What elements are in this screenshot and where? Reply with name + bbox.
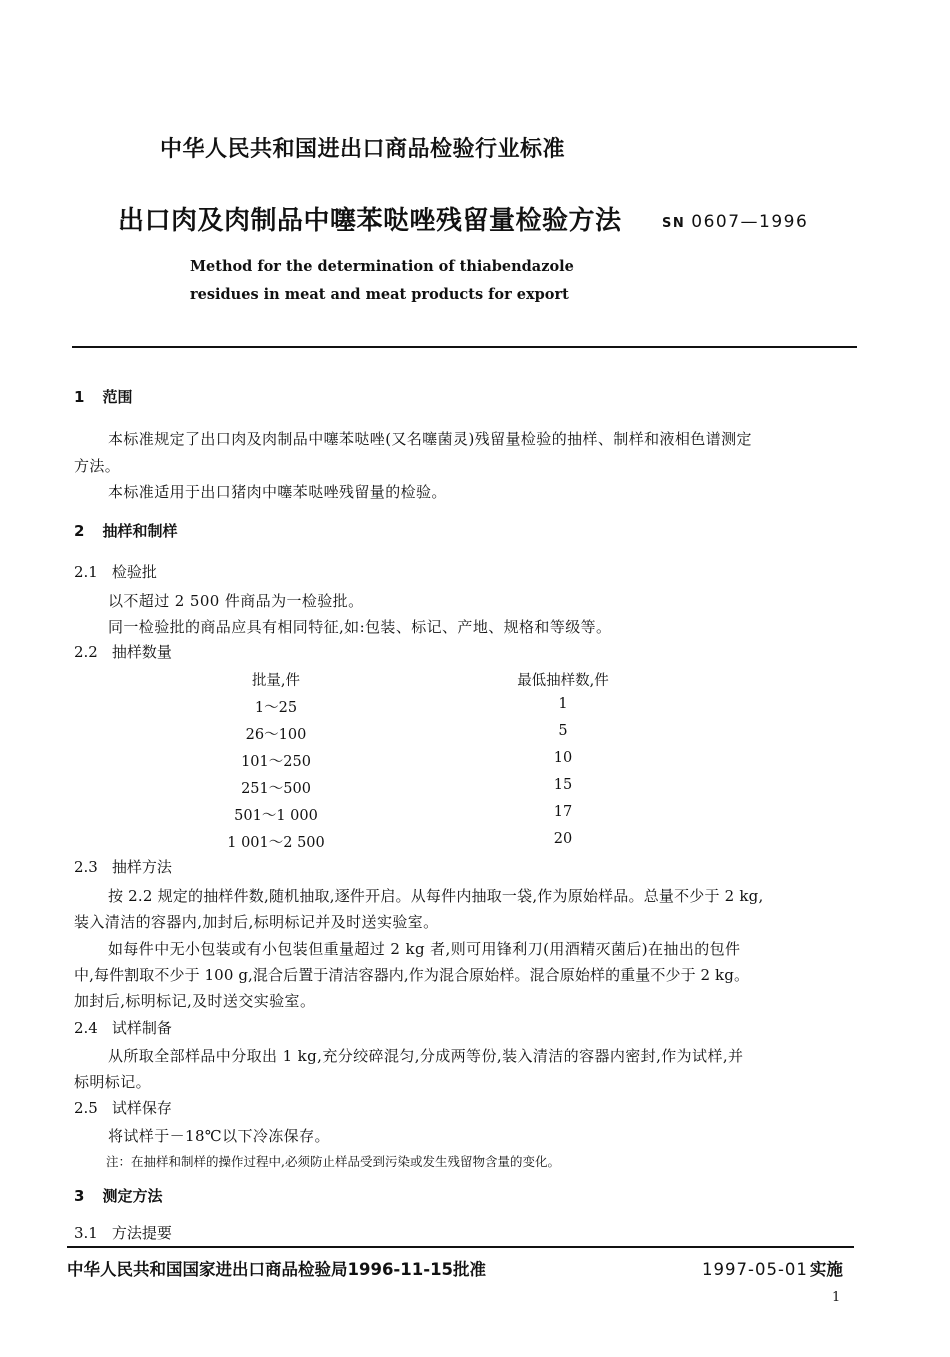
- scope-paragraph-1-line2: 方法。: [74, 457, 121, 475]
- section-1-number: 1: [74, 388, 85, 406]
- subsection-2-5-number: 2.5: [74, 1099, 98, 1117]
- subsection-2-3-title: 抽样方法: [111, 858, 172, 876]
- subsection-2-2-title: 抽样数量: [111, 643, 172, 661]
- subsection-2-2-heading: [74, 641, 172, 662]
- section-2-heading: [74, 520, 177, 541]
- standard-code: 0607—1996: [691, 212, 809, 232]
- sampling-method-line-1: 按 2.2 规定的抽样件数,随机抽取,逐件开启。从每件内抽取一袋,作为原始样品。总量不少于 2 kg,: [108, 887, 764, 905]
- subsection-2-1-heading: [74, 561, 157, 582]
- sample-preparation-line-2: 标明标记。: [74, 1073, 152, 1091]
- subsection-2-5-heading: [74, 1097, 172, 1118]
- section-3-title: 测定方法: [102, 1187, 163, 1205]
- section-1-title: 范围: [102, 388, 133, 406]
- table-cell-lot-size: 1 001～2 500: [227, 835, 325, 851]
- subsection-2-4-title: 试样制备: [111, 1019, 172, 1037]
- sample-preparation-line-1: 从所取全部样品中分取出 1 kg,充分绞碎混匀,分成两等份,装入清洁的容器内密封,作为试样,并: [108, 1047, 744, 1065]
- table-cell-lot-size: 26～100: [245, 727, 307, 743]
- table-cell-min-samples: 15: [553, 777, 573, 793]
- table-cell-min-samples: 17: [553, 804, 573, 820]
- sampling-method-line-5: 加封后,标明标记,及时送交实验室。: [74, 992, 316, 1010]
- sampling-note: 注：在抽样和制样的操作过程中,必须防止样品受到污染或发生残留物含量的变化。: [106, 1154, 560, 1169]
- section-2-number: 2: [74, 522, 85, 540]
- table-cell-min-samples: 20: [553, 831, 573, 847]
- sampling-method-line-3: 如每件中无小包装或有小包装但重量超过 2 kg 者,则可用锋利刀(用酒精灭菌后)在抽出的包件: [108, 940, 741, 958]
- subsection-2-4-number: 2.4: [74, 1019, 98, 1037]
- sampling-method-line-2: 装入清洁的容器内,加封后,标明标记并及时送实验室。: [74, 913, 439, 931]
- table-header-lot-size: 批量,件: [251, 673, 301, 689]
- section-3-number: 3: [74, 1187, 85, 1205]
- scope-paragraph-2: 本标准适用于出口猪肉中噻苯哒唑残留量的检验。: [108, 483, 447, 501]
- table-cell-lot-size: 251～500: [241, 781, 311, 797]
- page-number: 1: [832, 1290, 841, 1305]
- footer-divider: [67, 1246, 854, 1248]
- table-cell-lot-size: 101～250: [241, 754, 311, 770]
- subsection-3-1-number: 3.1: [74, 1224, 98, 1242]
- standard-prefix: SN: [662, 216, 686, 231]
- section-1-heading: [74, 386, 132, 407]
- table-cell-min-samples: 10: [553, 750, 573, 766]
- sampling-method-line-4: 中,每件割取不少于 100 g,混合后置于清洁容器内,作为混合原始样。混合原始样的重量不少于 2 kg。: [74, 966, 750, 984]
- document-title-cn: 出口肉及肉制品中噻苯哒唑残留量检验方法: [118, 206, 622, 236]
- subsection-2-2-number: 2.2: [74, 643, 98, 661]
- implementation-date-value: 1997-05-01: [702, 1260, 808, 1279]
- table-cell-lot-size: 1～25: [254, 700, 298, 716]
- issuing-body-header: 中华人民共和国进出口商品检验行业标准: [160, 137, 566, 162]
- subsection-3-1-title: 方法提要: [111, 1224, 172, 1242]
- document-title-en-line2: residues in meat and meat products for export: [190, 286, 569, 303]
- approval-line: 中华人民共和国国家进出口商品检验局1996-11-15批准: [67, 1260, 487, 1279]
- scope-paragraph-1-line1: 本标准规定了出口肉及肉制品中噻苯哒唑(又名噻菌灵)残留量检验的抽样、制样和液相色谱测定: [108, 430, 752, 448]
- subsection-2-5-title: 试样保存: [111, 1099, 172, 1117]
- inspection-lot-paragraph-2: 同一检验批的商品应具有相同特征,如:包装、标记、产地、规格和等级等。: [108, 618, 612, 636]
- inspection-lot-paragraph-1: 以不超过 2 500 件商品为一检验批。: [108, 592, 364, 610]
- implementation-label: 实施: [809, 1260, 843, 1279]
- table-cell-min-samples: 5: [558, 723, 568, 739]
- table-header-min-samples: 最低抽样数,件: [517, 673, 609, 689]
- subsection-3-1-heading: [74, 1222, 172, 1243]
- section-3-heading: [74, 1185, 162, 1206]
- subsection-2-1-title: 检验批: [111, 563, 157, 581]
- header-divider: [72, 346, 857, 348]
- subsection-2-3-number: 2.3: [74, 858, 98, 876]
- standard-number: [662, 212, 808, 232]
- subsection-2-4-heading: [74, 1017, 172, 1038]
- table-cell-lot-size: 501～1 000: [234, 808, 318, 824]
- document-title-en-line1: Method for the determination of thiabendazole: [190, 258, 574, 275]
- section-2-title: 抽样和制样: [102, 522, 178, 540]
- table-cell-min-samples: 1: [558, 696, 568, 712]
- subsection-2-3-heading: [74, 856, 172, 877]
- sample-storage-paragraph: 将试样于－18℃以下冷冻保存。: [108, 1127, 330, 1145]
- implementation-date: [702, 1256, 843, 1280]
- subsection-2-1-number: 2.1: [74, 563, 98, 581]
